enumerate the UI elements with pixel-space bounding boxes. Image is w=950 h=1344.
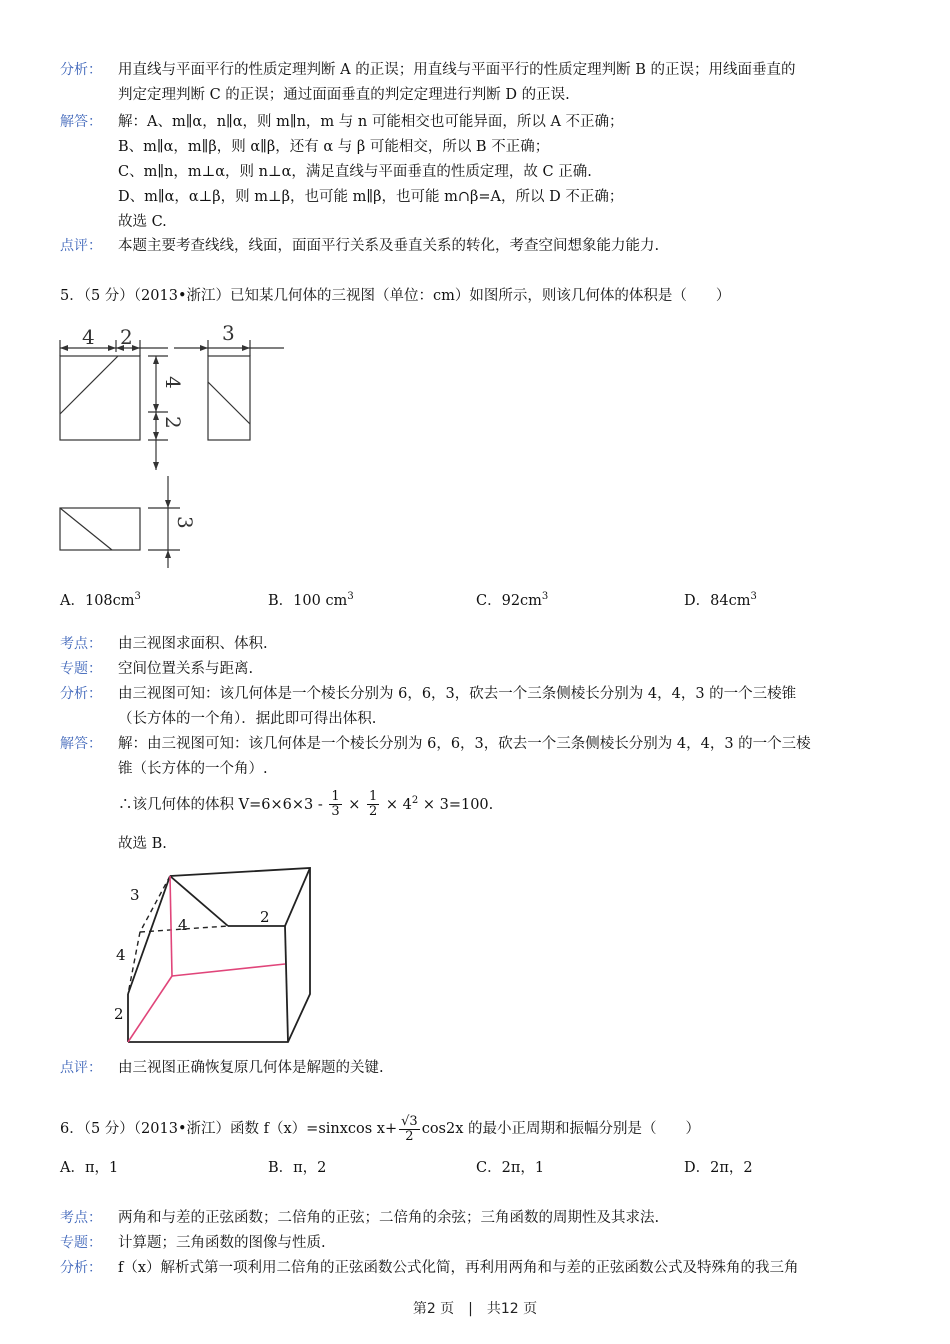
fraction-one-third: $\frac{1}{3}$ <box>331 789 340 820</box>
q5-stem: 5．（5 分）（2013•浙江）已知某几何体的三视图（单位：cm）如图所示，则该几何体的体积是（ ） <box>60 288 731 304</box>
analysis-line: （长方体的一个角）．据此即可得出体积. <box>118 711 377 727</box>
solution-label: 解答： <box>60 114 102 130</box>
option-a[interactable]: A．π，1 <box>60 1160 119 1176</box>
edge-label: 2 <box>260 908 270 926</box>
q4-analysis <box>60 58 900 108</box>
option-d[interactable]: D．2π，2 <box>684 1160 753 1176</box>
topic-label: 考点： <box>60 636 102 652</box>
option-d[interactable]: D．$84cm^3$ <box>684 591 757 609</box>
topic-label: 考点： <box>60 1210 102 1226</box>
analysis-text: f（x）解析式第一项利用二倍角的正弦函数公式化简，再利用两角和与差的正弦函数公式及特殊角的我三角 <box>118 1260 799 1276</box>
subject-label: 专题： <box>60 661 102 677</box>
dim-label: 4 <box>82 325 95 349</box>
solution-line: C、m∥n，m⊥α，则 n⊥α，满足直线与平面垂直的性质定理，故 C 正确. <box>118 164 592 180</box>
q6-subject <box>60 1231 900 1256</box>
topic-text: 两角和与差的正弦函数；二倍角的正弦；二倍角的余弦；三角函数的周期性及其求法. <box>118 1210 660 1226</box>
analysis-label: 分析： <box>60 686 102 702</box>
edge-label: 4 <box>178 916 188 934</box>
option-c[interactable]: C．$92cm^3$ <box>476 591 549 609</box>
edge-label: 4 <box>116 946 126 964</box>
q6-analysis <box>60 1256 900 1281</box>
q5-comment <box>60 1056 900 1081</box>
solid-figure <box>110 864 330 1054</box>
subject-text: 空间位置关系与距离. <box>118 661 254 677</box>
dim-label: 2 <box>120 325 133 349</box>
q5-solution <box>60 732 900 782</box>
fraction-one-half: $\frac{1}{2}$ <box>368 789 378 820</box>
option-c[interactable]: C．2π，1 <box>476 1160 545 1176</box>
option-a[interactable]: A．$108cm^3$ <box>60 591 141 609</box>
q6-stem: 6．（5 分）（2013•浙江）函数 f（x）=sinxcos x+ $\frac{√3}{2}$ cos2x 的最小正周期和振幅分别是（ ） <box>60 1113 701 1144</box>
q5-options <box>60 584 900 614</box>
solution-line: 故选 C. <box>118 214 167 230</box>
comment-text: 本题主要考查线线，线面，面面平行关系及垂直关系的转化，考查空间想象能力能力. <box>118 238 660 254</box>
solution-line: 解：A、m∥α，n∥α，则 m∥n，m 与 n 可能相交也可能异面，所以 A 不正确； <box>118 114 624 130</box>
dim-label: 3 <box>222 321 235 345</box>
q5-volume-formula: ∴该几何体的体积 V=6×6×3 - $\frac{1}{3}$ × $\frac{1}{2}$ × $4^2 \times 3=100$. <box>118 789 494 820</box>
page-footer: 第2 页 | 共12 页 <box>412 1301 538 1317</box>
comment-label: 点评： <box>60 238 102 254</box>
q5-analysis <box>60 682 900 732</box>
q4-solution <box>60 110 900 235</box>
edge-label: 2 <box>114 1005 124 1023</box>
comment-label: 点评： <box>60 1060 102 1076</box>
solution-line: B、m∥α，m∥β，则 α∥β，还有 α 与 β 可能相交，所以 B 不正确； <box>118 139 550 155</box>
analysis-line: 由三视图可知：该几何体是一个棱长分别为 6，6，3，砍去一个三条侧棱长分别为 4，4，3 的一个三棱锥 <box>118 686 797 702</box>
analysis-line: 用直线与平面平行的性质定理判断 A 的正误；用直线与平面平行的性质定理判断 B 的正误；用线面垂直的 <box>118 62 796 78</box>
edge-label: 3 <box>130 886 140 904</box>
analysis-line: 判定定理判断 C 的正误；通过面面垂直的判定定理进行判断 D 的正误. <box>118 87 570 103</box>
q5-subject <box>60 657 900 682</box>
option-b[interactable]: B．100 $cm^3$ <box>268 591 354 609</box>
q5-topic <box>60 632 900 657</box>
subject-text: 计算题；三角函数的图像与性质. <box>118 1235 326 1251</box>
solution-line: 锥（长方体的一个角）. <box>118 761 268 777</box>
topic-text: 由三视图求面积、体积. <box>118 636 268 652</box>
q6-topic <box>60 1206 900 1231</box>
option-b[interactable]: B．π，2 <box>268 1160 327 1176</box>
three-view-figure <box>56 318 235 578</box>
dim-label: 2 <box>161 416 185 429</box>
fraction-sqrt3-over-2: $\frac{√3}{2}$ <box>401 1113 418 1144</box>
analysis-label: 分析： <box>60 1260 102 1276</box>
q6-options <box>60 1156 900 1181</box>
dim-label: 4 <box>161 376 185 389</box>
solution-label: 解答： <box>60 736 102 752</box>
solution-line: D、m∥α，α⊥β，则 m⊥β，也可能 m∥β，也可能 m∩β=A，所以 D 不正确； <box>118 189 624 205</box>
analysis-label: 分析： <box>60 62 102 78</box>
q5-choose: 故选 B. <box>118 836 167 852</box>
comment-text: 由三视图正确恢复原几何体是解题的关键. <box>118 1060 384 1076</box>
subject-label: 专题： <box>60 1235 102 1251</box>
q4-comment <box>60 234 900 259</box>
solution-line: 解：由三视图可知：该几何体是一个棱长分别为 6，6，3，砍去一个三条侧棱长分别为 4，4，3 的一个三棱 <box>118 736 811 752</box>
dim-label: 3 <box>173 516 197 529</box>
